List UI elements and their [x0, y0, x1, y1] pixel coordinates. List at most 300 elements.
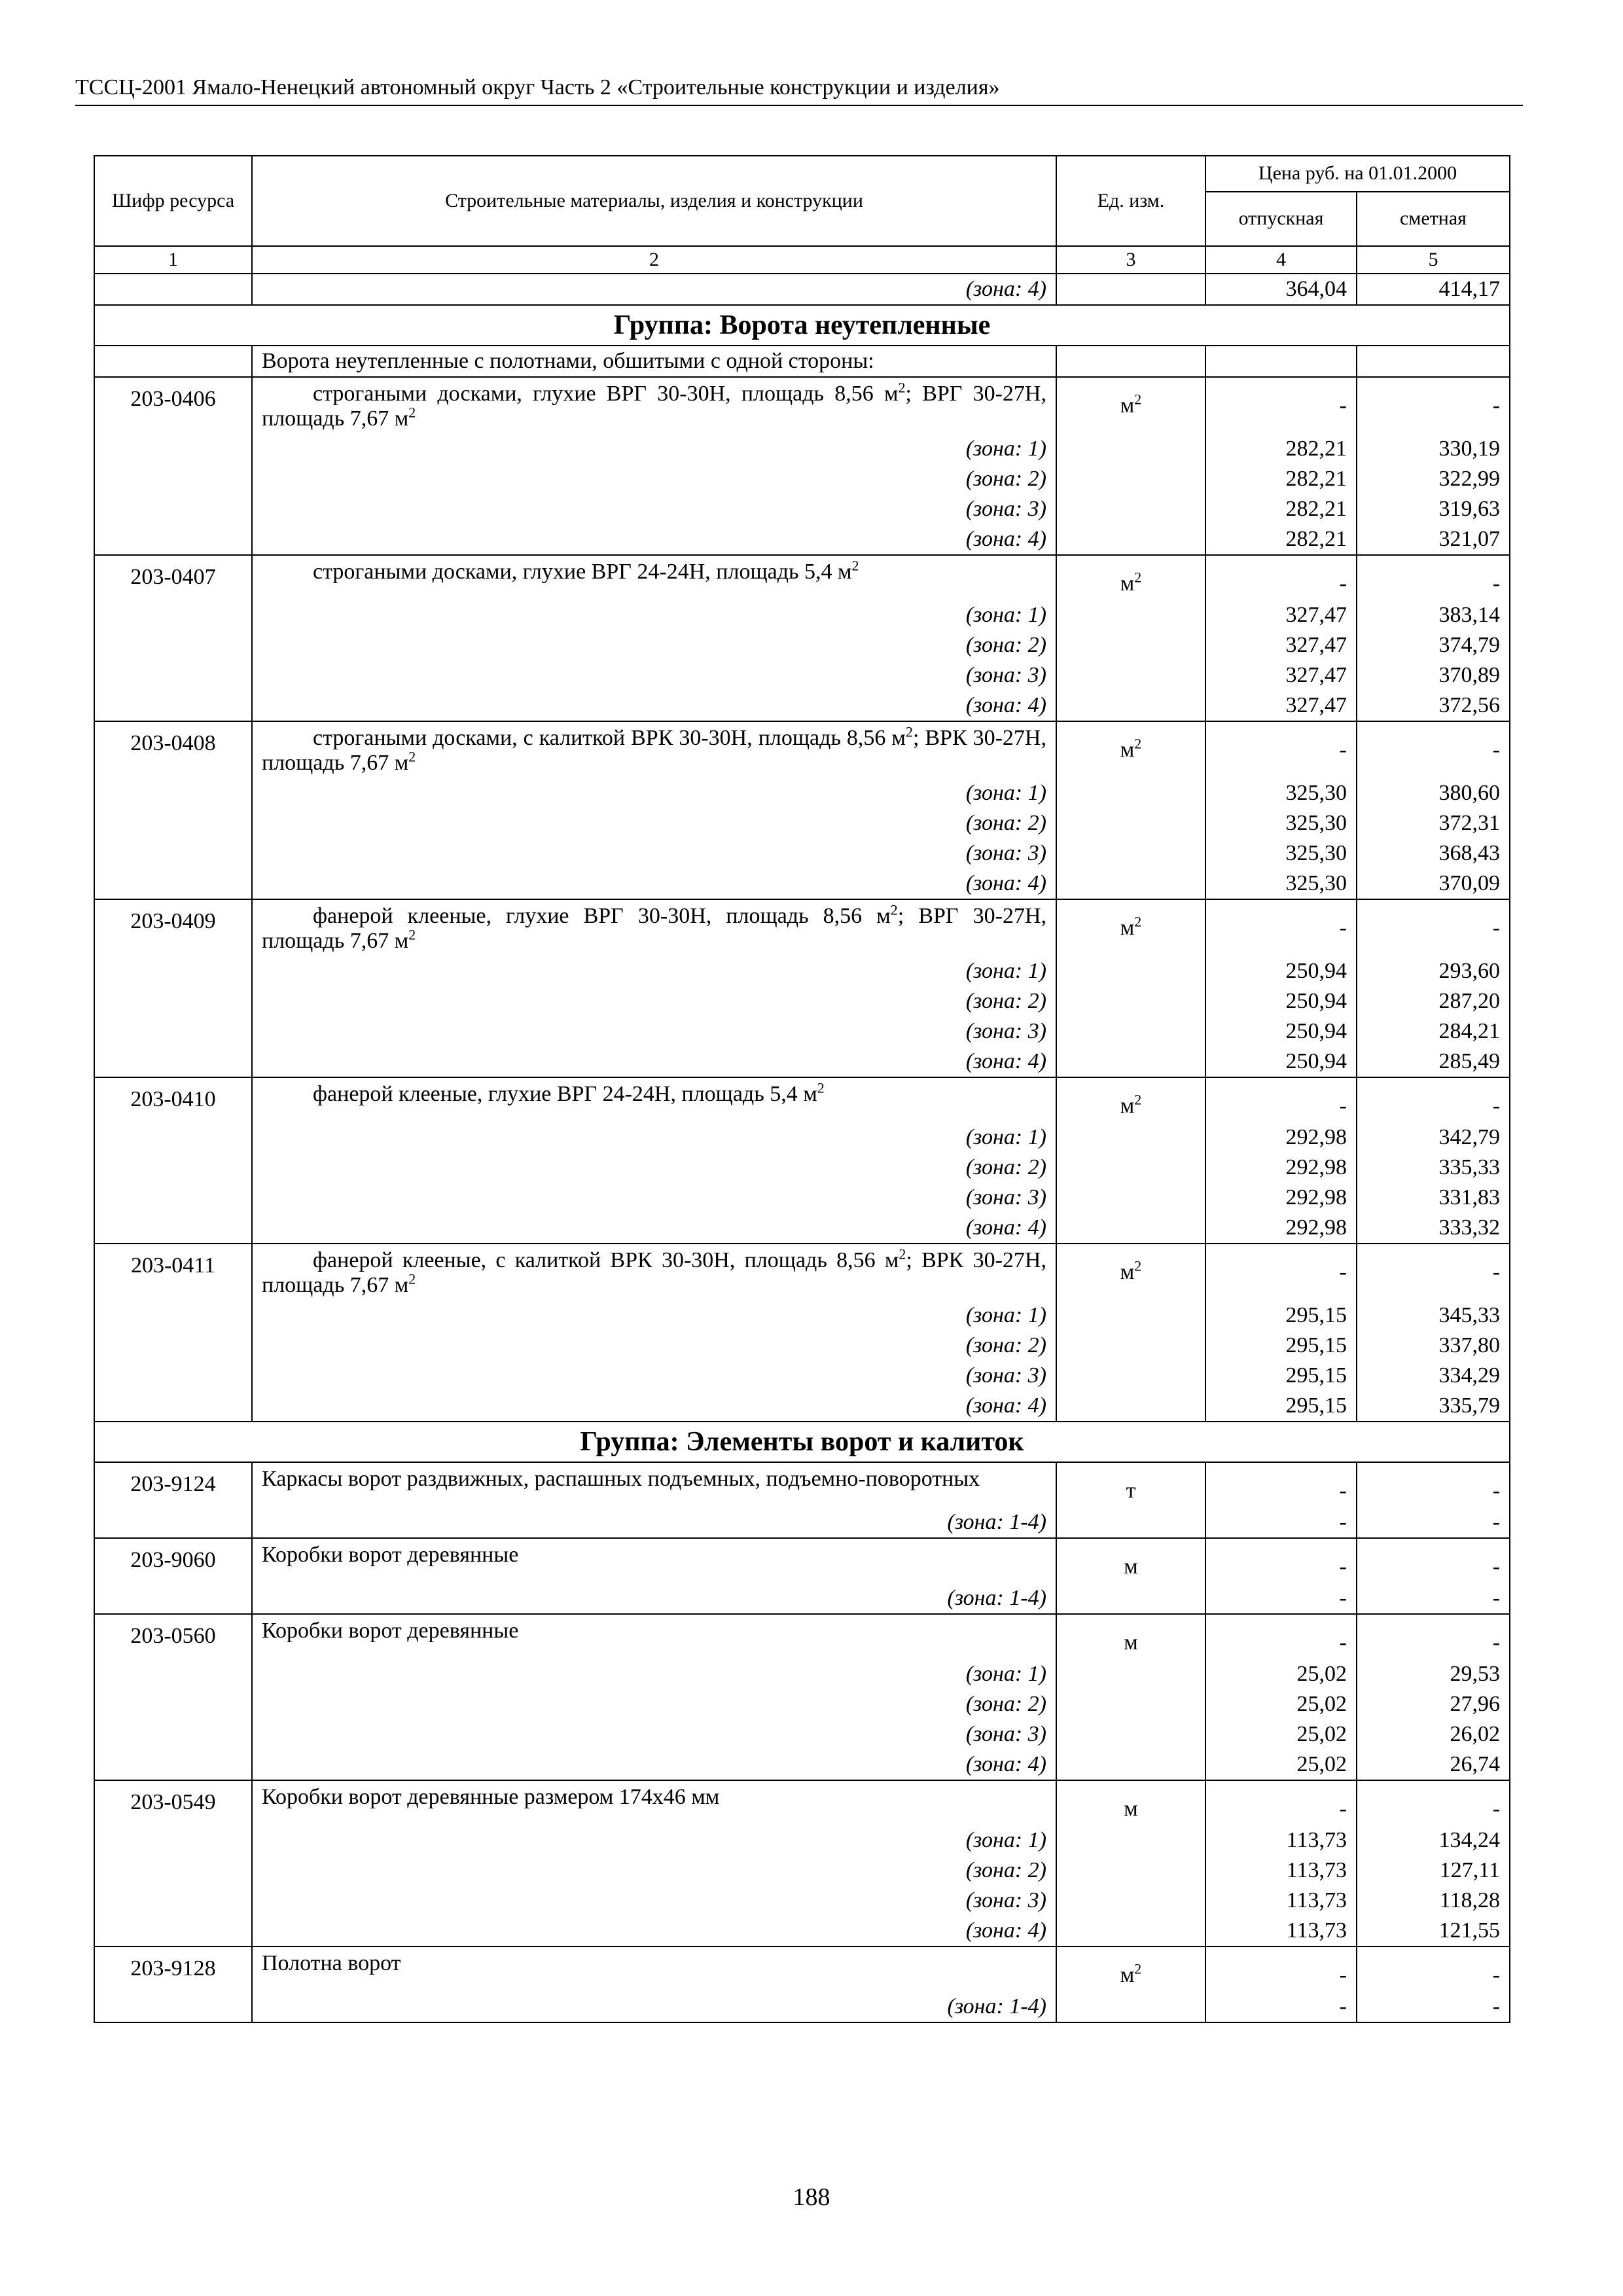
- estimate-price: -: [1357, 899, 1510, 956]
- empty-cell: [94, 600, 252, 630]
- zone-label: (зона: 4): [252, 1213, 1056, 1244]
- group-subtitle: Ворота неутепленные с полотнами, обшитыми с одной стороны:: [252, 346, 1056, 377]
- release-price: 295,15: [1205, 1331, 1357, 1361]
- resource-code: 203-0409: [94, 899, 252, 956]
- release-price: 325,30: [1205, 838, 1357, 869]
- estimate-price: 26,74: [1357, 1749, 1510, 1780]
- zone-row: [94, 600, 1510, 630]
- zone-label: (зона: 3): [252, 1016, 1056, 1047]
- release-price: -: [1205, 1614, 1357, 1659]
- zone-row: [94, 1122, 1510, 1153]
- col-number: 2: [252, 246, 1056, 274]
- zone-label: (зона: 1-4): [252, 1992, 1056, 2022]
- col-number: 3: [1056, 246, 1205, 274]
- release-price: 364,04: [1205, 274, 1357, 305]
- item-row: [94, 1077, 1510, 1122]
- empty-cell: [94, 434, 252, 464]
- estimate-price: -: [1357, 721, 1510, 778]
- estimate-price: 368,43: [1357, 838, 1510, 869]
- empty-cell: [94, 1886, 252, 1916]
- item-unit: $м^2$: [1056, 555, 1205, 600]
- empty-cell: [1056, 1391, 1205, 1422]
- zone-row: [94, 1856, 1510, 1886]
- estimate-price: 118,28: [1357, 1886, 1510, 1916]
- item-row: [94, 1462, 1510, 1507]
- item-name: фанерой клееные, глухие ВРГ 24-24Н, площадь 5,4 $м^2$: [252, 1077, 1056, 1122]
- empty-cell: [94, 1213, 252, 1244]
- release-price: 250,94: [1205, 986, 1357, 1016]
- zone-label: (зона: 1): [252, 600, 1056, 630]
- item-name: Коробки ворот деревянные: [252, 1614, 1056, 1659]
- empty-cell: [94, 1300, 252, 1331]
- zone-row: [94, 869, 1510, 899]
- empty-cell: [1056, 1659, 1205, 1689]
- zone-label: (зона: 4): [252, 1916, 1056, 1946]
- empty-cell: [1056, 691, 1205, 721]
- release-price: 292,98: [1205, 1153, 1357, 1183]
- estimate-price: 321,07: [1357, 524, 1510, 555]
- release-price: -: [1205, 1538, 1357, 1583]
- resource-code: 203-0560: [94, 1614, 252, 1659]
- empty-cell: [1056, 630, 1205, 660]
- zone-label: (зона: 4): [252, 1749, 1056, 1780]
- item-unit: $м^2$: [1056, 1244, 1205, 1300]
- estimate-price: 345,33: [1357, 1300, 1510, 1331]
- group-title: Группа: Элементы ворот и калиток: [94, 1422, 1510, 1462]
- zone-row: [94, 1916, 1510, 1946]
- zone-label: (зона: 4): [252, 274, 1056, 305]
- item-row: [94, 1538, 1510, 1583]
- empty-cell: [1056, 1825, 1205, 1856]
- release-price: 292,98: [1205, 1183, 1357, 1213]
- estimate-price: -: [1357, 1614, 1510, 1659]
- empty-cell: [1056, 956, 1205, 986]
- zone-row: [94, 524, 1510, 555]
- item-name: фанерой клееные, глухие ВРГ 30-30Н, площадь 8,56 $м^2$; ВРГ 30-27Н, площадь 7,67 $м^2$: [252, 899, 1056, 956]
- empty-cell: [1056, 464, 1205, 494]
- release-price: 25,02: [1205, 1719, 1357, 1749]
- zone-label: (зона: 2): [252, 986, 1056, 1016]
- zone-row: [94, 986, 1510, 1016]
- empty-cell: [94, 838, 252, 869]
- estimate-price: -: [1357, 1244, 1510, 1300]
- zone-label: (зона: 2): [252, 630, 1056, 660]
- col-header-price: Цена руб. на 01.01.2000: [1205, 156, 1510, 192]
- estimate-price: 26,02: [1357, 1719, 1510, 1749]
- release-price: 292,98: [1205, 1122, 1357, 1153]
- col-header-release: отпускная: [1205, 192, 1357, 246]
- estimate-price: 330,19: [1357, 434, 1510, 464]
- empty-cell: [94, 691, 252, 721]
- resource-code: 203-0549: [94, 1780, 252, 1825]
- empty-cell: [94, 1361, 252, 1391]
- empty-cell: [1056, 1719, 1205, 1749]
- zone-row: [94, 1825, 1510, 1856]
- estimate-price: -: [1357, 1780, 1510, 1825]
- empty-cell: [94, 494, 252, 524]
- empty-cell: [1056, 808, 1205, 838]
- zone-row: [94, 1153, 1510, 1183]
- release-price: 25,02: [1205, 1689, 1357, 1719]
- release-price: 113,73: [1205, 1916, 1357, 1946]
- release-price: -: [1205, 1462, 1357, 1507]
- zone-row: [94, 1507, 1510, 1538]
- col-header-code: Шифр ресурса: [94, 156, 252, 246]
- empty-cell: [94, 986, 252, 1016]
- zone-label: (зона: 3): [252, 1183, 1056, 1213]
- empty-cell: [94, 346, 252, 377]
- empty-cell: [1056, 1153, 1205, 1183]
- release-price: -: [1205, 1244, 1357, 1300]
- release-price: 250,94: [1205, 1016, 1357, 1047]
- estimate-price: 374,79: [1357, 630, 1510, 660]
- release-price: -: [1205, 1507, 1357, 1538]
- empty-cell: [1056, 600, 1205, 630]
- empty-cell: [94, 1183, 252, 1213]
- item-unit: $м^2$: [1056, 1946, 1205, 1992]
- empty-cell: [1056, 494, 1205, 524]
- zone-row: [94, 691, 1510, 721]
- zone-row: [94, 1583, 1510, 1614]
- zone-label: (зона: 2): [252, 1331, 1056, 1361]
- item-unit: $м^2$: [1056, 899, 1205, 956]
- empty-cell: [94, 1583, 252, 1614]
- empty-cell: [94, 274, 252, 305]
- zone-label: (зона: 3): [252, 1719, 1056, 1749]
- release-price: 282,21: [1205, 434, 1357, 464]
- zone-row: [94, 1361, 1510, 1391]
- estimate-price: -: [1357, 1946, 1510, 1992]
- empty-cell: [1056, 1361, 1205, 1391]
- empty-cell: [94, 1391, 252, 1422]
- estimate-price: 337,80: [1357, 1331, 1510, 1361]
- release-price: 25,02: [1205, 1749, 1357, 1780]
- release-price: 282,21: [1205, 524, 1357, 555]
- page-number: 188: [793, 2183, 830, 2211]
- release-price: -: [1205, 899, 1357, 956]
- group-title: Группа: Ворота неутепленные: [94, 305, 1510, 346]
- zone-label: (зона: 3): [252, 660, 1056, 691]
- item-unit: м: [1056, 1614, 1205, 1659]
- release-price: -: [1205, 721, 1357, 778]
- zone-label: (зона: 3): [252, 1361, 1056, 1391]
- estimate-price: 285,49: [1357, 1047, 1510, 1077]
- empty-cell: [1357, 346, 1510, 377]
- estimate-price: -: [1357, 1992, 1510, 2022]
- release-price: -: [1205, 1583, 1357, 1614]
- empty-cell: [1056, 274, 1205, 305]
- col-header-unit: Ед. изм.: [1056, 156, 1205, 246]
- zone-label: (зона: 3): [252, 838, 1056, 869]
- release-price: 295,15: [1205, 1391, 1357, 1422]
- resource-code: 203-0411: [94, 1244, 252, 1300]
- estimate-price: 380,60: [1357, 778, 1510, 808]
- empty-cell: [1056, 1583, 1205, 1614]
- estimate-price: 287,20: [1357, 986, 1510, 1016]
- zone-label: (зона: 3): [252, 1886, 1056, 1916]
- zone-label: (зона: 2): [252, 464, 1056, 494]
- item-name: Коробки ворот деревянные размером 174х46 мм: [252, 1780, 1056, 1825]
- empty-cell: [94, 1016, 252, 1047]
- zone-row: [94, 1047, 1510, 1077]
- empty-cell: [1056, 1331, 1205, 1361]
- col-header-estimate: сметная: [1357, 192, 1510, 246]
- estimate-price: -: [1357, 377, 1510, 434]
- empty-cell: [1056, 1856, 1205, 1886]
- zone-row: [94, 1391, 1510, 1422]
- zone-row: [94, 1886, 1510, 1916]
- empty-cell: [94, 778, 252, 808]
- empty-cell: [94, 1992, 252, 2022]
- estimate-price: 121,55: [1357, 1916, 1510, 1946]
- estimate-price: 370,09: [1357, 869, 1510, 899]
- item-unit: м: [1056, 1780, 1205, 1825]
- zone-label: (зона: 4): [252, 1391, 1056, 1422]
- resource-code: 203-9124: [94, 1462, 252, 1507]
- empty-cell: [94, 1856, 252, 1886]
- release-price: -: [1205, 1992, 1357, 2022]
- estimate-price: 342,79: [1357, 1122, 1510, 1153]
- empty-cell: [1056, 346, 1205, 377]
- zone-row: [94, 660, 1510, 691]
- zone-label: (зона: 2): [252, 1856, 1056, 1886]
- zone-row: [94, 494, 1510, 524]
- estimate-price: 335,33: [1357, 1153, 1510, 1183]
- zone-row: [94, 630, 1510, 660]
- release-price: -: [1205, 555, 1357, 600]
- estimate-price: -: [1357, 1507, 1510, 1538]
- estimate-price: 319,63: [1357, 494, 1510, 524]
- resource-code: 203-0407: [94, 555, 252, 600]
- zone-label: (зона: 1): [252, 1122, 1056, 1153]
- release-price: 325,30: [1205, 778, 1357, 808]
- zone-label: (зона: 1): [252, 778, 1056, 808]
- empty-cell: [94, 1719, 252, 1749]
- empty-cell: [1056, 1047, 1205, 1077]
- zone-label: (зона: 1): [252, 1300, 1056, 1331]
- item-row: [94, 1780, 1510, 1825]
- zone-row: [94, 1183, 1510, 1213]
- empty-cell: [94, 1659, 252, 1689]
- release-price: 327,47: [1205, 691, 1357, 721]
- zone-label: (зона: 2): [252, 808, 1056, 838]
- zone-row: [94, 956, 1510, 986]
- estimate-price: 29,53: [1357, 1659, 1510, 1689]
- release-price: -: [1205, 377, 1357, 434]
- zone-row: [94, 464, 1510, 494]
- release-price: -: [1205, 1077, 1357, 1122]
- empty-cell: [94, 1825, 252, 1856]
- estimate-price: 134,24: [1357, 1825, 1510, 1856]
- item-name: строгаными досками, глухие ВРГ 24-24Н, площадь 5,4 $м^2$: [252, 555, 1056, 600]
- empty-cell: [1056, 1507, 1205, 1538]
- zone-row: [94, 1992, 1510, 2022]
- estimate-price: 331,83: [1357, 1183, 1510, 1213]
- item-name: Каркасы ворот раздвижных, распашных подъемных, подъемно-поворотных: [252, 1462, 1056, 1507]
- empty-cell: [1056, 1689, 1205, 1719]
- empty-cell: [94, 1153, 252, 1183]
- empty-cell: [1205, 346, 1357, 377]
- estimate-price: -: [1357, 1538, 1510, 1583]
- empty-cell: [1056, 1749, 1205, 1780]
- item-row: [94, 377, 1510, 434]
- zone-row: [94, 1749, 1510, 1780]
- empty-cell: [94, 1507, 252, 1538]
- item-row: [94, 1946, 1510, 1992]
- item-name: Полотна ворот: [252, 1946, 1056, 1992]
- zone-row: [94, 1659, 1510, 1689]
- estimate-price: 370,89: [1357, 660, 1510, 691]
- item-name: фанерой клееные, с калиткой ВРК 30-30Н, площадь 8,56 $м^2$; ВРК 30-27Н, площадь 7,67 $м^2$: [252, 1244, 1056, 1300]
- zone-label: (зона: 2): [252, 1153, 1056, 1183]
- empty-cell: [94, 1331, 252, 1361]
- item-row: [94, 1614, 1510, 1659]
- estimate-price: -: [1357, 555, 1510, 600]
- resource-code: 203-0410: [94, 1077, 252, 1122]
- release-price: 325,30: [1205, 869, 1357, 899]
- item-unit: $м^2$: [1056, 377, 1205, 434]
- release-price: 282,21: [1205, 494, 1357, 524]
- estimate-price: 383,14: [1357, 600, 1510, 630]
- estimate-price: 293,60: [1357, 956, 1510, 986]
- empty-cell: [1056, 1122, 1205, 1153]
- price-table-wrapper: [94, 155, 1509, 2023]
- empty-cell: [1056, 778, 1205, 808]
- empty-cell: [1056, 1886, 1205, 1916]
- zone-label: (зона: 4): [252, 691, 1056, 721]
- empty-cell: [94, 1122, 252, 1153]
- empty-cell: [1056, 1213, 1205, 1244]
- resource-code: 203-9128: [94, 1946, 252, 1992]
- zone-row: [94, 1016, 1510, 1047]
- empty-cell: [94, 630, 252, 660]
- item-unit: $м^2$: [1056, 1077, 1205, 1122]
- release-price: -: [1205, 1780, 1357, 1825]
- item-row: [94, 1244, 1510, 1300]
- release-price: -: [1205, 1946, 1357, 1992]
- empty-cell: [94, 524, 252, 555]
- estimate-price: 127,11: [1357, 1856, 1510, 1886]
- empty-cell: [1056, 1300, 1205, 1331]
- empty-cell: [94, 464, 252, 494]
- page-header: ТССЦ-2001 Ямало-Ненецкий автономный округ Часть 2 «Строительные конструкции и изделия»: [75, 73, 1523, 106]
- resource-code: 203-0408: [94, 721, 252, 778]
- col-header-name: Строительные материалы, изделия и конструкции: [252, 156, 1056, 246]
- empty-cell: [1056, 524, 1205, 555]
- zone-row: [94, 1689, 1510, 1719]
- zone-label: (зона: 1): [252, 434, 1056, 464]
- release-price: 25,02: [1205, 1659, 1357, 1689]
- release-price: 325,30: [1205, 808, 1357, 838]
- zone-row: [94, 1719, 1510, 1749]
- zone-row: [94, 778, 1510, 808]
- zone-label: (зона: 1-4): [252, 1583, 1056, 1614]
- empty-cell: [94, 1916, 252, 1946]
- estimate-price: 322,99: [1357, 464, 1510, 494]
- empty-cell: [94, 660, 252, 691]
- empty-cell: [94, 1047, 252, 1077]
- release-price: 113,73: [1205, 1886, 1357, 1916]
- item-unit: м: [1056, 1538, 1205, 1583]
- release-price: 327,47: [1205, 630, 1357, 660]
- item-name: строгаными досками, глухие ВРГ 30-30Н, площадь 8,56 $м^2$; ВРГ 30-27Н, площадь 7,67 $м^2$: [252, 377, 1056, 434]
- empty-cell: [1056, 986, 1205, 1016]
- empty-cell: [1056, 1016, 1205, 1047]
- zone-label: (зона: 1): [252, 1659, 1056, 1689]
- release-price: 327,47: [1205, 660, 1357, 691]
- col-number: 4: [1205, 246, 1357, 274]
- empty-cell: [1056, 1183, 1205, 1213]
- estimate-price: 372,31: [1357, 808, 1510, 838]
- zone-label: (зона: 1): [252, 956, 1056, 986]
- zone-row: [94, 838, 1510, 869]
- estimate-price: 27,96: [1357, 1689, 1510, 1719]
- estimate-price: 335,79: [1357, 1391, 1510, 1422]
- zone-row: [94, 808, 1510, 838]
- release-price: 250,94: [1205, 956, 1357, 986]
- empty-cell: [94, 869, 252, 899]
- zone-label: (зона: 4): [252, 869, 1056, 899]
- release-price: 113,73: [1205, 1825, 1357, 1856]
- estimate-price: -: [1357, 1077, 1510, 1122]
- zone-label: (зона: 3): [252, 494, 1056, 524]
- zone-label: (зона: 1-4): [252, 1507, 1056, 1538]
- price-table: [94, 155, 1510, 2023]
- zone-row: [94, 1331, 1510, 1361]
- empty-cell: [94, 808, 252, 838]
- release-price: 282,21: [1205, 464, 1357, 494]
- release-price: 295,15: [1205, 1361, 1357, 1391]
- release-price: 327,47: [1205, 600, 1357, 630]
- estimate-price: 334,29: [1357, 1361, 1510, 1391]
- item-row: [94, 721, 1510, 778]
- item-row: [94, 899, 1510, 956]
- item-name: Коробки ворот деревянные: [252, 1538, 1056, 1583]
- estimate-price: -: [1357, 1583, 1510, 1614]
- col-number: 5: [1357, 246, 1510, 274]
- empty-cell: [1056, 838, 1205, 869]
- empty-cell: [1056, 1916, 1205, 1946]
- zone-row: [94, 1213, 1510, 1244]
- estimate-price: 372,56: [1357, 691, 1510, 721]
- col-number: 1: [94, 246, 252, 274]
- zone-row: [94, 1300, 1510, 1331]
- empty-cell: [94, 1689, 252, 1719]
- estimate-price: -: [1357, 1462, 1510, 1507]
- empty-cell: [1056, 869, 1205, 899]
- item-name: строгаными досками, с калиткой ВРК 30-30Н, площадь 8,56 $м^2$; ВРК 30-27Н, площадь 7,67 $м^2$: [252, 721, 1056, 778]
- item-unit: т: [1056, 1462, 1205, 1507]
- resource-code: 203-9060: [94, 1538, 252, 1583]
- estimate-price: 414,17: [1357, 274, 1510, 305]
- estimate-price: 333,32: [1357, 1213, 1510, 1244]
- empty-cell: [1056, 660, 1205, 691]
- release-price: 292,98: [1205, 1213, 1357, 1244]
- empty-cell: [94, 1749, 252, 1780]
- zone-label: (зона: 4): [252, 524, 1056, 555]
- zone-row: [94, 434, 1510, 464]
- empty-cell: [94, 956, 252, 986]
- zone-label: (зона: 2): [252, 1689, 1056, 1719]
- zone-label: (зона: 1): [252, 1825, 1056, 1856]
- empty-cell: [1056, 1992, 1205, 2022]
- zone-label: (зона: 4): [252, 1047, 1056, 1077]
- release-price: 295,15: [1205, 1300, 1357, 1331]
- resource-code: 203-0406: [94, 377, 252, 434]
- estimate-price: 284,21: [1357, 1016, 1510, 1047]
- empty-cell: [1056, 434, 1205, 464]
- group-row: [94, 1422, 1510, 1462]
